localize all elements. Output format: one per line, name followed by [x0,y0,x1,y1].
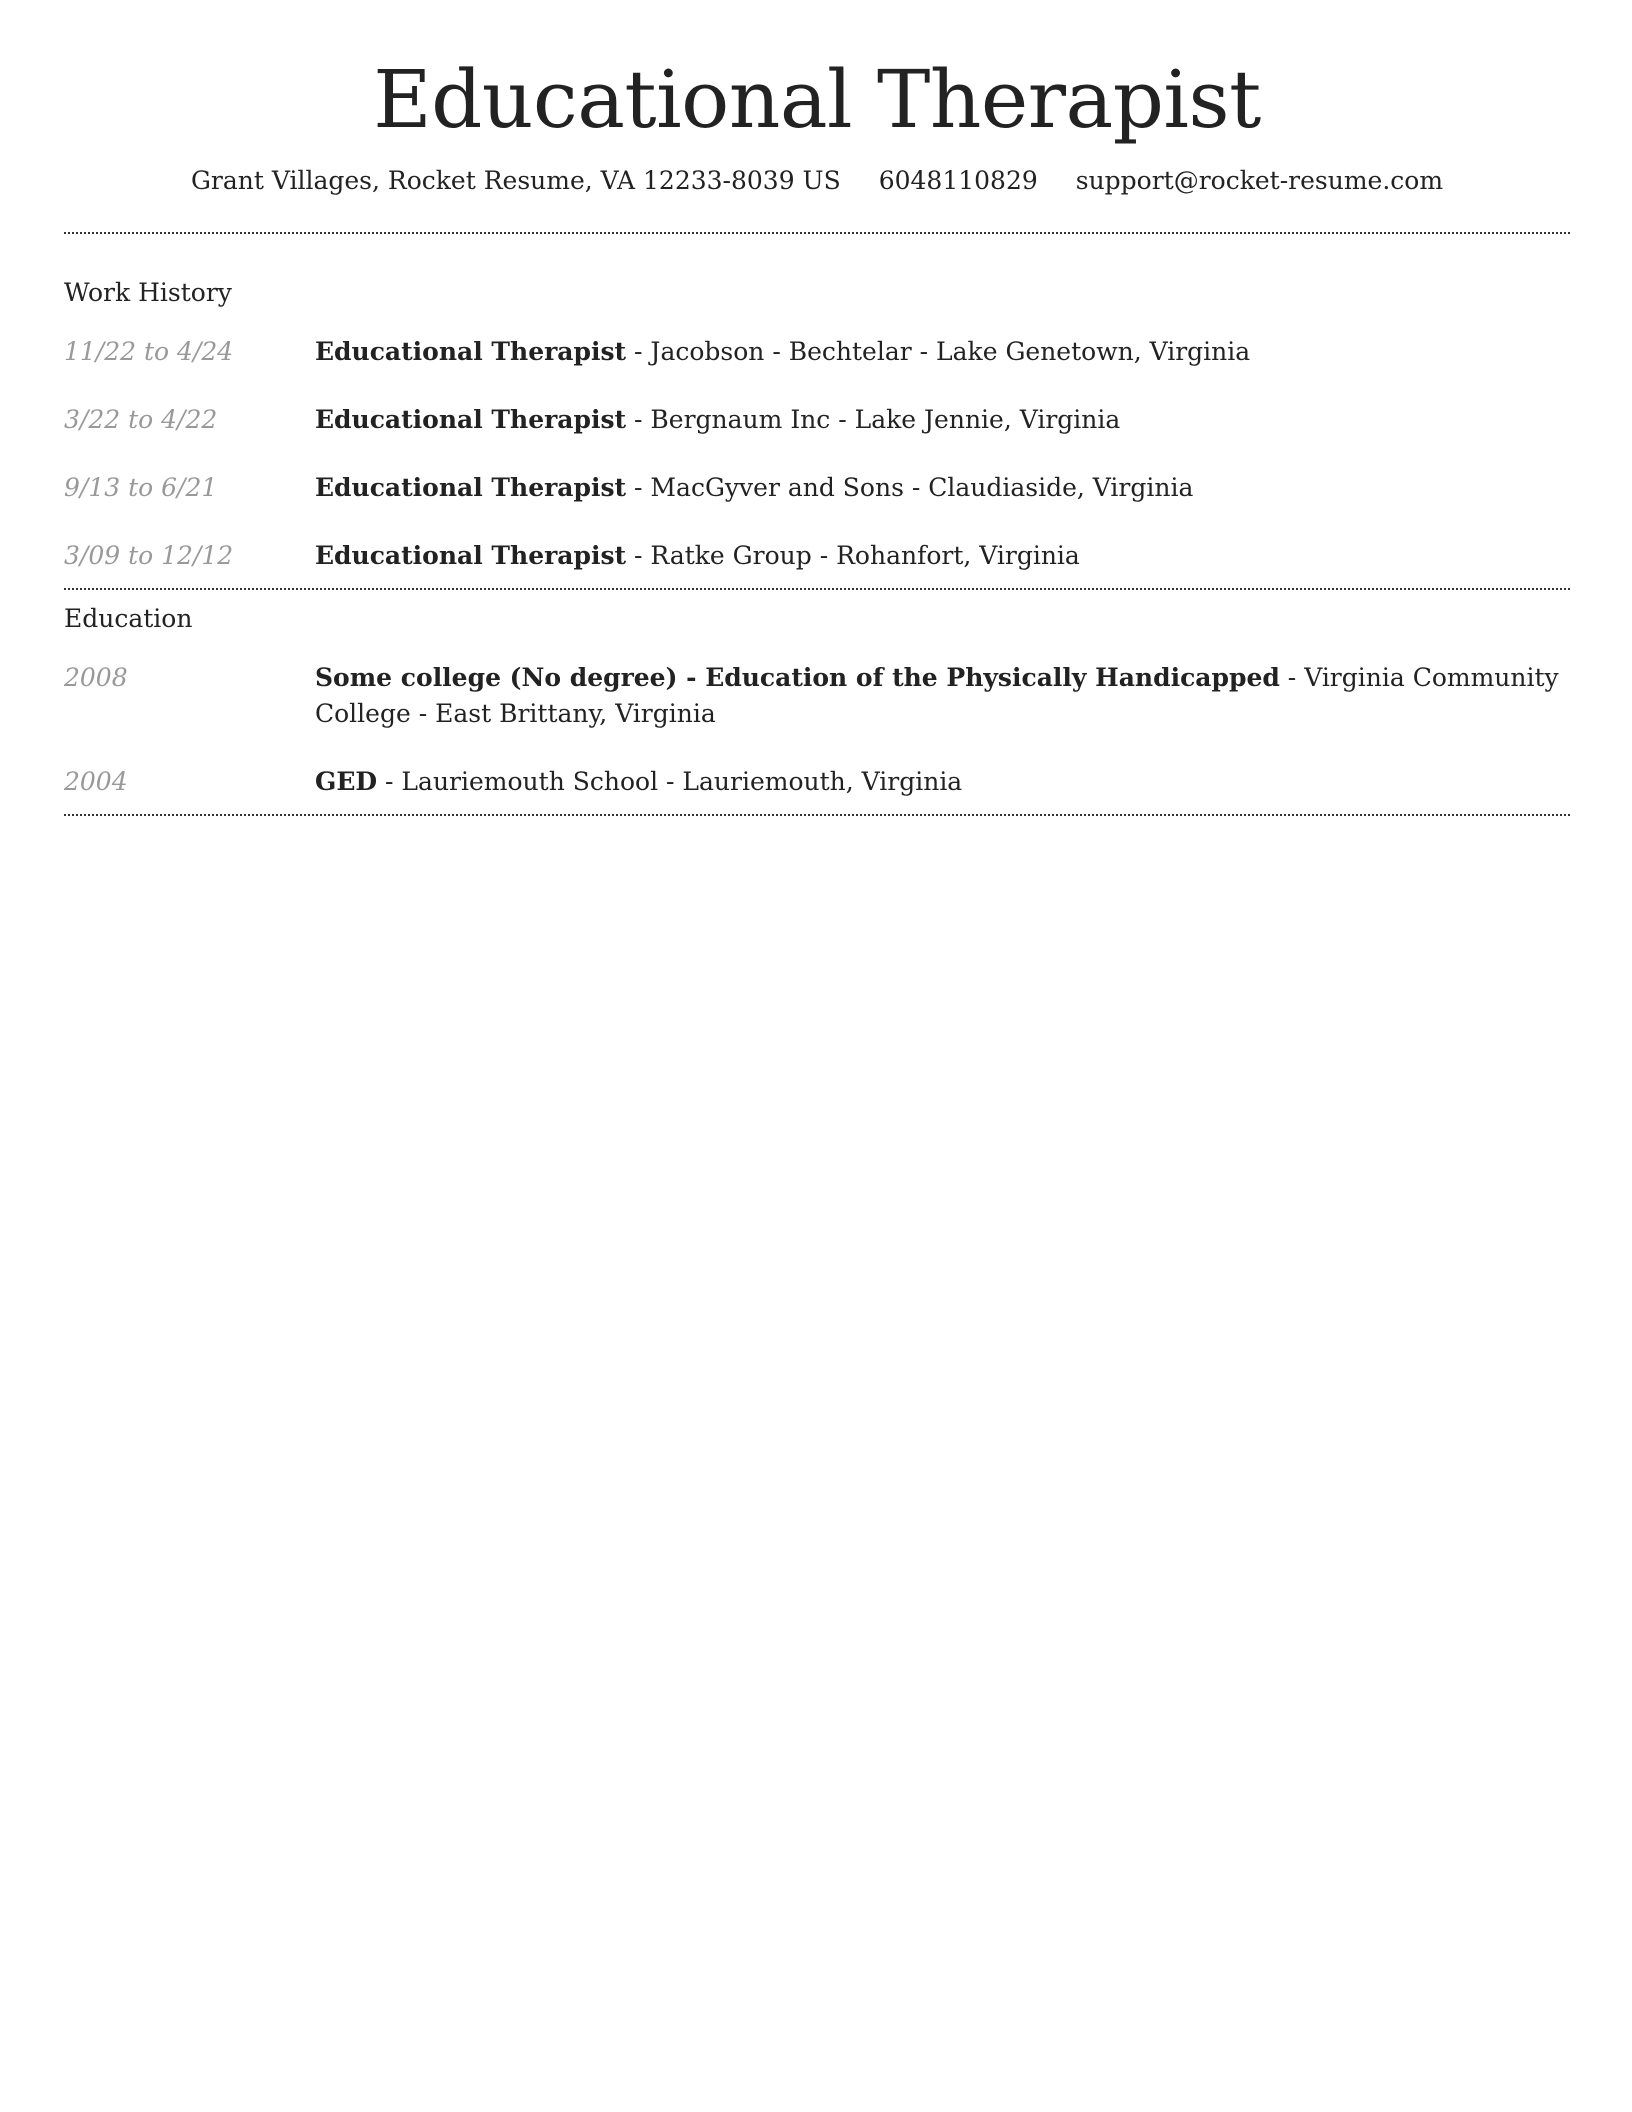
education-entry-date: 2008 [64,663,128,692]
education-entry [64,764,1570,800]
education-entry-description [315,764,1570,800]
education-entry-details: - Lauriemouth School - Lauriemouth, Virginia [377,767,963,796]
contact-email: support@rocket-resume.com [1075,166,1444,195]
work-entry [64,470,1570,506]
work-history-list [64,334,1570,574]
work-entry-description [315,538,1570,574]
work-entry [64,538,1570,574]
education-entry-date: 2004 [64,767,128,796]
work-entry-description [315,334,1570,370]
work-history-section [64,276,1570,574]
education-entry-title: Some college (No degree) - Education of the Physically Handicapped [315,663,1280,692]
work-entry-description [315,470,1570,506]
work-entry-details: - Jacobson - Bechtelar - Lake Genetown, Virginia [626,337,1251,366]
work-entry-details: - MacGyver and Sons - Claudiaside, Virginia [626,473,1194,502]
work-entry-title: Educational Therapist [315,473,627,502]
work-history-divider [64,588,1570,590]
resume-page [64,0,1570,816]
work-entry-date: 9/13 to 6/21 [64,473,218,502]
work-entry-details: - Ratke Group - Rohanfort, Virginia [626,541,1080,570]
work-entry-date: 3/22 to 4/22 [64,405,218,434]
education-entry [64,660,1570,732]
contact-address: Grant Villages, Rocket Resume, VA 12233-8039 US [190,166,841,195]
education-entry-details: - Virginia Community College - East Brittany, Virginia [315,663,1559,728]
work-entry-details: - Bergnaum Inc - Lake Jennie, Virginia [626,405,1121,434]
work-entry-title: Educational Therapist [315,337,627,366]
work-entry-title: Educational Therapist [315,541,627,570]
work-entry-date: 3/09 to 12/12 [64,541,234,570]
education-entry-description [315,660,1570,732]
header-divider [64,232,1570,234]
resume-name: Educational Therapist [373,53,1261,146]
education-divider [64,814,1570,816]
work-entry-date: 11/22 to 4/24 [64,337,234,366]
work-entry [64,334,1570,370]
work-entry-description [315,402,1570,438]
work-entry [64,402,1570,438]
education-entry-title: GED [315,767,378,796]
education-section [64,602,1570,800]
work-entry-title: Educational Therapist [315,405,627,434]
education-list [64,660,1570,800]
contact-line [64,164,1570,198]
work-history-heading: Work History [64,278,232,307]
education-heading: Education [64,604,193,633]
contact-phone: 6048110829 [878,166,1038,195]
